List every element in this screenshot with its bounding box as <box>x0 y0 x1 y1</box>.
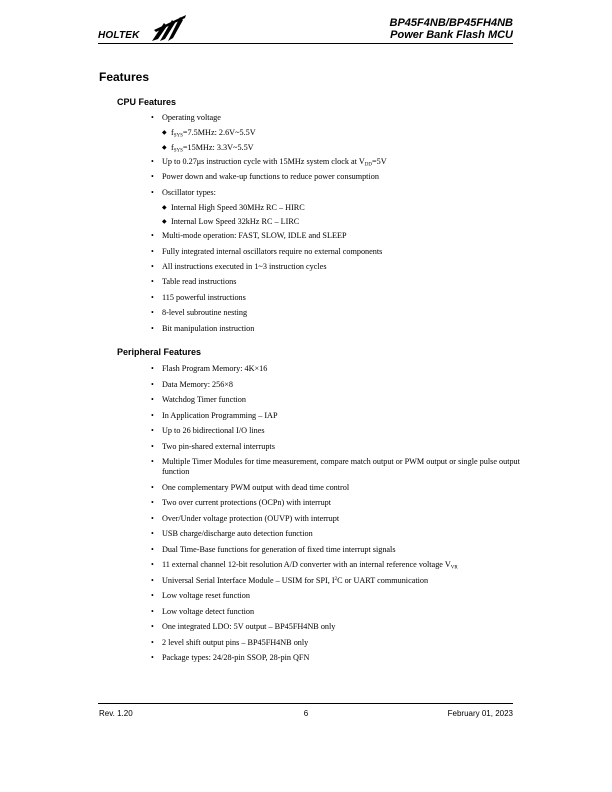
bullet-icon: • <box>151 156 154 166</box>
list-item: • 11 external channel 12-bit resolution A/D converter with an internal reference voltage $V_{VR}$ <box>151 560 458 571</box>
bullet-icon: • <box>151 172 154 182</box>
bullet-icon: • <box>151 364 154 373</box>
list-item: • Operating voltage <box>151 113 221 122</box>
bullet-icon: • <box>151 426 154 435</box>
list-item: • Package types: 24/28-pin SSOP, 28-pin QFN <box>151 653 310 662</box>
bullet-icon: • <box>151 637 154 647</box>
diamond-bullet-icon: ◆ <box>162 219 167 226</box>
cpu-features-heading: CPU Features <box>117 97 177 107</box>
list-item: • Two pin-shared external interrupts <box>151 441 275 451</box>
bullet-icon: • <box>151 395 154 404</box>
diamond-bullet-icon: ◆ <box>162 204 167 211</box>
list-item: • All instructions executed in 1~3 instruction cycles <box>151 262 327 272</box>
list-item: • Fully integrated internal oscillators require no external components <box>151 246 383 256</box>
footer-revision: Rev. 1.20 <box>99 709 133 718</box>
list-item: • Over/Under voltage protection (OUVP) with interrupt <box>151 513 340 523</box>
bullet-icon: • <box>151 591 154 600</box>
list-item: • One complementary PWM output with dead time control <box>151 482 350 492</box>
bullet-icon: • <box>151 292 154 302</box>
diamond-bullet-icon: ◆ <box>162 144 167 151</box>
list-subitem: ◆ Internal Low Speed 32kHz RC – LIRC <box>162 217 300 227</box>
bullet-icon: • <box>151 410 154 420</box>
bullet-icon: • <box>151 457 154 466</box>
bullet-icon: • <box>151 323 154 333</box>
footer-page-number: 6 <box>303 709 309 718</box>
bullet-icon: • <box>151 231 154 241</box>
list-item: • Multiple Timer Modules for time measurement, compare match output or PWM output or single pulse output function <box>151 457 520 476</box>
bullet-icon: • <box>151 262 154 272</box>
list-item: • Low voltage detect function <box>151 606 255 616</box>
cpu-features-list <box>151 113 521 339</box>
bullet-icon: • <box>151 308 154 318</box>
list-item: • Up to 26 bidirectional I/O lines <box>151 426 265 435</box>
holtek-logo-icon <box>150 14 188 42</box>
list-item: • Table read instructions <box>151 277 237 287</box>
bullet-icon: • <box>151 441 154 451</box>
list-item: • Oscillator types: <box>151 187 216 197</box>
list-item: • 115 powerful instructions <box>151 292 246 302</box>
list-item: • Bit manipulation instruction <box>151 323 255 333</box>
list-item: • Two over current protections (OCPn) with interrupt <box>151 498 332 507</box>
bullet-icon: • <box>151 379 154 389</box>
bullet-icon: • <box>151 187 154 197</box>
bullet-icon: • <box>151 606 154 616</box>
section-title: Features <box>99 70 150 84</box>
logo-text: HOLTEK <box>98 30 140 41</box>
list-item: • Low voltage reset function <box>151 591 250 600</box>
list-item: • Watchdog Timer function <box>151 395 246 404</box>
list-item: • Power down and wake-up functions to reduce power consumption <box>151 172 379 182</box>
list-item: • 2 level shift output pins – BP45FH4NB only <box>151 637 309 647</box>
list-item: • Flash Program Memory: 4K×16 <box>151 364 268 373</box>
bullet-icon: • <box>151 622 154 631</box>
list-item: • Up to 0.27μs instruction cycle with 15MHz system clock at $V_{DD}=5V$ <box>151 156 387 168</box>
footer-divider <box>98 703 513 704</box>
list-subitem: ◆ $f_{SYS}=7.5MHz$: 2.6V~5.5V <box>162 128 256 139</box>
bullet-icon: • <box>151 498 154 507</box>
header-title-line2: Power Bank Flash MCU <box>390 29 513 41</box>
bullet-icon: • <box>151 113 154 122</box>
bullet-icon: • <box>151 653 154 662</box>
bullet-icon: • <box>151 575 154 585</box>
list-subitem: ◆ Internal High Speed 30MHz RC – HIRC <box>162 202 305 212</box>
list-item: • In Application Programming – IAP <box>151 410 278 420</box>
list-item: • Data Memory: 256×8 <box>151 379 234 389</box>
bullet-icon: • <box>151 277 154 287</box>
list-item: • Dual Time-Base functions for generation of fixed time interrupt signals <box>151 544 396 554</box>
bullet-icon: • <box>151 560 154 569</box>
header-title-line1: BP45F4NB/BP45FH4NB <box>389 17 513 29</box>
peripheral-features-heading: Peripheral Features <box>117 347 202 357</box>
list-item: • Multi-mode operation: FAST, SLOW, IDLE and SLEEP <box>151 231 347 241</box>
bullet-icon: • <box>151 544 154 554</box>
bullet-icon: • <box>151 529 154 538</box>
list-item: • USB charge/discharge auto detection function <box>151 529 313 538</box>
list-item: • One integrated LDO: 5V output – BP45FH4NB only <box>151 622 336 631</box>
diamond-bullet-icon: ◆ <box>162 130 167 137</box>
holtek-logo <box>98 14 190 42</box>
footer-date: February 01, 2023 <box>447 709 513 718</box>
bullet-icon: • <box>151 513 154 523</box>
list-item: • 8-level subroutine nesting <box>151 308 248 318</box>
peripheral-features-list <box>151 364 521 669</box>
header-divider <box>98 43 513 44</box>
list-subitem: ◆ $f_{SYS}=15MHz$: 3.3V~5.5V <box>162 142 254 154</box>
bullet-icon: • <box>151 482 154 492</box>
list-item: • Universal Serial Interface Module – USIM for SPI, $I^2C$ or UART communication <box>151 575 429 585</box>
bullet-icon: • <box>151 246 154 256</box>
